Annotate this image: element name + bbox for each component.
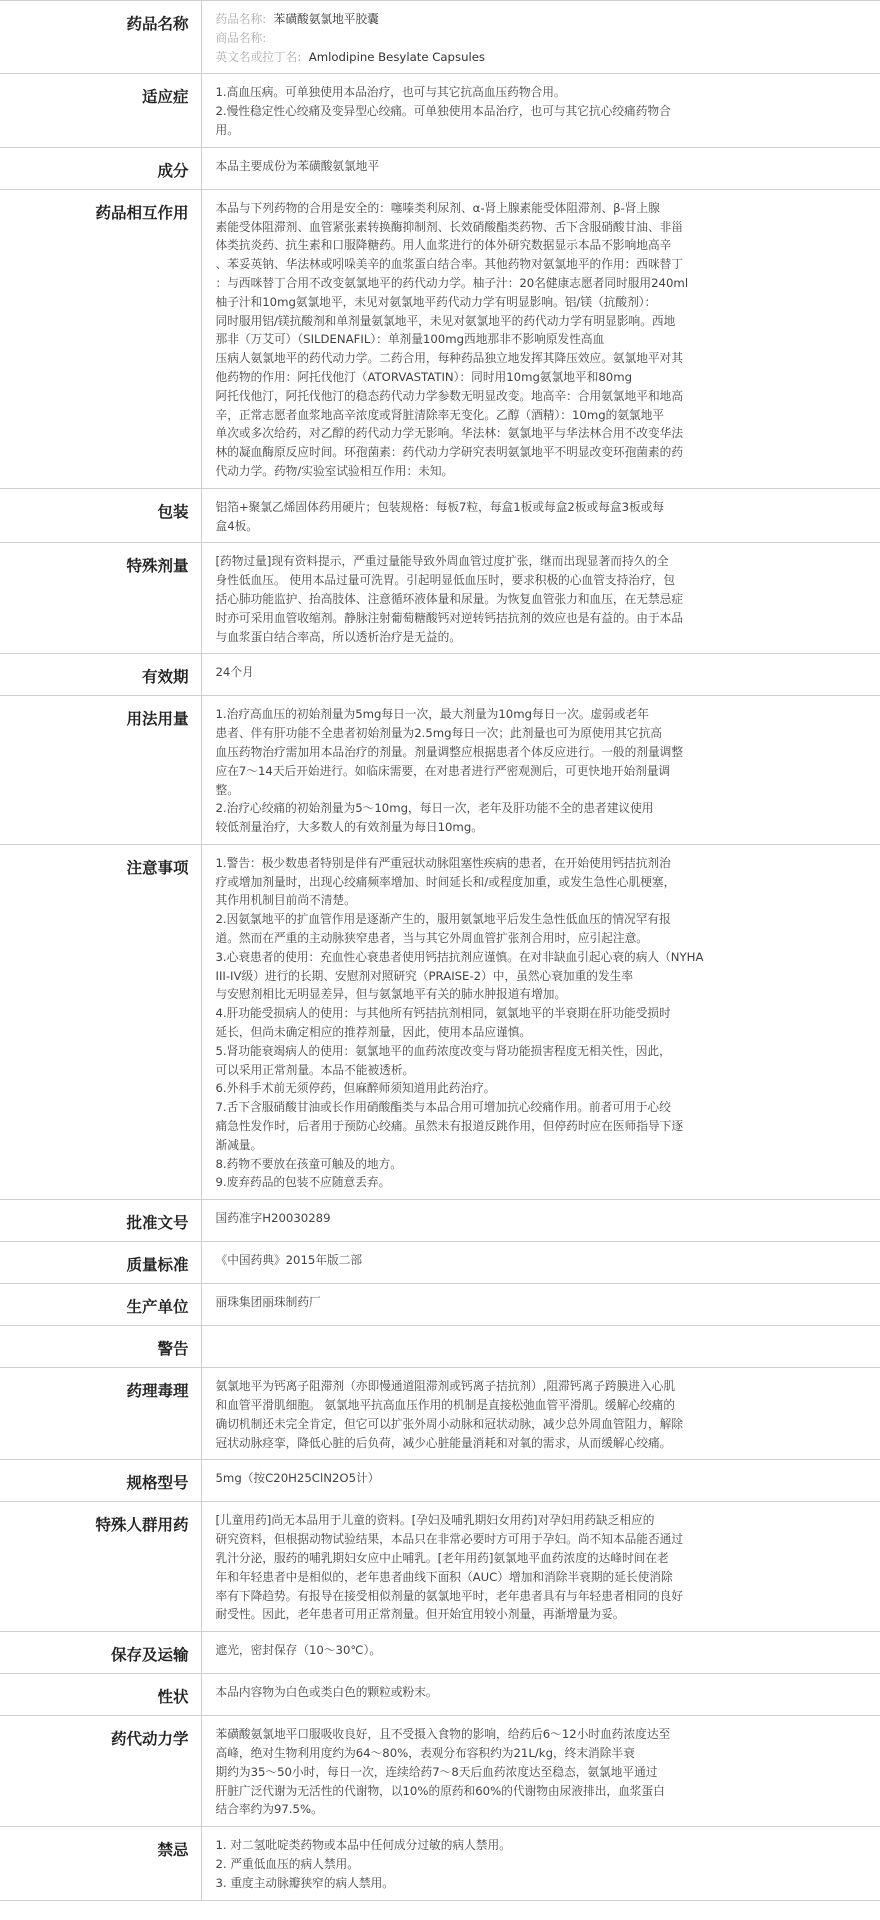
standard-line: 《中国药典》2015年版二部 [215, 1253, 363, 1268]
pharmacokinetics-value [201, 1716, 880, 1827]
overdose-line: 括心肺功能监护、抬高肢体、注意循环液体量和尿量。为恢复血管张力和血压，在无禁忌症 [215, 591, 684, 606]
pharmacology-label: 药理毒理 [0, 1368, 201, 1460]
name-field-line [216, 48, 873, 67]
precautions-line: 3.心衰患者的使用：充血性心衰患者使用钙拮抗剂应谨慎。在对非缺血引起心衰的病人（NYHA [215, 949, 704, 964]
row-warning [0, 1326, 880, 1368]
pharmacokinetics-line: 肝脏广泛代谢为无活性的代谢物，以10%的原药和60%的代谢物由尿液排出，血浆蛋白 [215, 1783, 665, 1798]
pharmacology-value [201, 1368, 880, 1460]
indications-line: 用。 [215, 122, 239, 137]
name-label: 药品名称 [0, 1, 201, 74]
interactions-line: 本品与下列药物的合用是安全的：噻嗪类利尿剂、α-肾上腺素能受体阻滞剂、β-肾上腺 [215, 200, 660, 215]
special_population-line: 乳汁分泌，服药的哺乳期妇女应中止哺乳。[老年用药]氨氯地平血药浓度的达峰时间在老 [215, 1551, 669, 1566]
contraindications-line: 1. 对二氢吡啶类药物或本品中任何成分过敏的病人禁用。 [215, 1838, 511, 1853]
contraindications-value [201, 1827, 880, 1900]
row-standard [0, 1242, 880, 1284]
precautions-line: 道。然而在严重的主动脉狭窄患者，当与其它外周血管扩张剂合用时，应引起注意。 [215, 931, 648, 946]
approval-line: 国药准字H20030289 [215, 1211, 331, 1226]
interactions-line: 压病人氨氯地平的药代动力学。二药合用，每种药品独立地发挥其降压效应。氨氯地平对其 [215, 351, 684, 366]
contraindications-label: 禁忌 [0, 1827, 201, 1900]
standard-value [201, 1242, 880, 1284]
indications-line: 1.高血压病。可单独使用本品治疗，也可与其它抗高血压药物合用。 [215, 85, 566, 100]
dosage-line: 血压药物治疗需加用本品治疗的剂量。剂量调整应根据患者个体反应进行。一般的剂量调整 [215, 744, 684, 759]
row-contraindications [0, 1827, 880, 1900]
indications-line: 2.慢性稳定性心绞痛及变异型心绞痛。可单独使用本品治疗，也可与其它抗心绞痛药物合 [215, 104, 671, 119]
overdose-line: 身性低血压。 使用本品过量可洗胃。引起明显低血压时，要求积极的心血管支持治疗，包 [215, 573, 676, 588]
name-value [201, 1, 880, 74]
interactions-label: 药品相互作用 [0, 189, 201, 488]
pharmacokinetics-line: 高峰，绝对生物利用度约为64～80%，表观分布容积约为21L/kg，终末消除半衰 [215, 1746, 635, 1760]
field-hint: 商品名称: [215, 30, 267, 45]
interactions-line: 代动力学。药物/实验室试验相互作用：未知。 [215, 463, 454, 478]
package-line: 铝箔+聚氯乙烯固体药用硬片；包装规格：每板7粒，每盒1板或每盒2板或每盒3板或每 [215, 499, 665, 514]
dosage-value [201, 696, 880, 845]
row-manufacturer [0, 1284, 880, 1326]
precautions-line: 疗或增加剂量时，出现心绞痛频率增加、时间延长和/或程度加重，或发生急性心肌梗塞， [215, 874, 676, 889]
pharmacology-line: 氨氯地平为钙离子阻滞剂（亦即慢通道阻滞剂或钙离子拮抗剂）,阻滞钙离子跨膜进入心肌 [215, 1379, 676, 1394]
dosage-line: 2.治疗心绞痛的初始剂量为5～10mg，每日一次，老年及肝功能不全的患者建议使用 [215, 801, 654, 816]
manufacturer-label: 生产单位 [0, 1284, 201, 1326]
pharmacology-line: 冠状动脉痉挛，降低心脏的后负荷，减少心脏能量消耗和对氧的需求，从而缓解心绞痛。 [215, 1435, 672, 1450]
composition-value [201, 147, 880, 189]
row-dosage [0, 696, 880, 845]
precautions-line: 1.警告：极少数患者特别是伴有严重冠状动脉阻塞性疾病的患者，在开始使用钙拮抗剂治 [215, 855, 671, 870]
row-special_population [0, 1502, 880, 1632]
indications-value [201, 74, 880, 147]
overdose-value [201, 543, 880, 654]
overdose-line: 时亦可采用血管收缩剂。静脉注射葡萄糖酸钙对逆转钙拮抗剂的效应也是有益的。由于本品 [215, 610, 684, 625]
name-field-line [216, 29, 873, 48]
precautions-line: 8.药物不要放在孩童可触及的地方。 [215, 1156, 402, 1171]
interactions-value [201, 189, 880, 488]
interactions-line: 他药物的作用：阿托伐他汀（ATORVASTATIN）：同时用10mg氨氯地平和80mg [215, 369, 633, 384]
field-value: Amlodipine Besylate Capsules [308, 49, 486, 64]
field-hint: 药品名称: [215, 12, 267, 26]
appearance-label: 性状 [0, 1674, 201, 1716]
interactions-line: 体类抗炎药、抗生素和口服降糖药。用人血浆进行的体外研究数据显示本品不影响地高辛 [215, 238, 672, 253]
precautions-line: 5.肾功能衰竭病人的使用：氨氯地平的血药浓度改变与肾功能损害程度无相关性，因此， [215, 1043, 671, 1058]
precautions-line: 其作用机制目前尚不清楚。 [215, 893, 356, 908]
row-validity [0, 654, 880, 696]
package-line: 盒4板。 [215, 518, 258, 533]
special_population-label: 特殊人群用药 [0, 1502, 201, 1632]
dosage-label: 用法用量 [0, 696, 201, 845]
pharmacology-line: 确切机制还未完全肯定，但它可以扩张外周小动脉和冠状动脉，减少总外周血管阻力，解除 [215, 1416, 684, 1431]
precautions-line: III-IV级）进行的长期、安慰剂对照研究（PRAISE-2）中，虽然心衰加重的发生率 [215, 968, 634, 983]
appearance-line: 本品内容物为白色或类白色的颗粒或粉末。 [215, 1685, 438, 1700]
interactions-line: 林的凝血酶原反应时间。环孢菌素：药代动力学研究表明氨氯地平不明显改变环孢菌素的药 [215, 445, 684, 460]
package-label: 包装 [0, 488, 201, 543]
interactions-line: 那非（万艾可）（SILDENAFIL）：单剂量100mg西地那非不影响原发性高血 [215, 332, 605, 347]
dosage-line: 较低剂量治疗，大多数人的有效剂量为每日10mg。 [215, 820, 483, 835]
pharmacokinetics-label: 药代动力学 [0, 1716, 201, 1827]
precautions-line: 痛急性发作时，后者用于预防心绞痛。虽然未有报道反跳作用，但停药时应在医师指导下逐 [215, 1119, 684, 1134]
specification-value [201, 1460, 880, 1502]
validity-label: 有效期 [0, 654, 201, 696]
interactions-line: 素能受体阻滞剂、血管紧张素转换酶抑制剂、长效硝酸酯类药物、舌下含服硝酸甘油、非甾 [215, 219, 684, 234]
special_population-line: 研究资料，但根据动物试验结果，本品只在非常必要时方可用于孕妇。尚不知本品能否通过 [215, 1532, 684, 1547]
manufacturer-value [201, 1284, 880, 1326]
row-appearance [0, 1674, 880, 1716]
precautions-line: 6.外科手术前无须停药，但麻醉师须知道用此药治疗。 [215, 1081, 496, 1096]
precautions-line: 延长，但尚未确定相应的推荐剂量，因此，使用本品应谨慎。 [215, 1025, 532, 1040]
special_population-value [201, 1502, 880, 1632]
pharmacokinetics-line: 结合率约为97.5%。 [215, 1802, 323, 1817]
dosage-line: 患者、伴有肝功能不全患者初始剂量为2.5mg每日一次；此剂量也可为原使用其它抗高 [215, 726, 662, 741]
row-name [0, 1, 880, 74]
interactions-line: 同时服用铝/镁抗酸剂和单剂量氨氯地平，未见对氨氯地平的药代动力学有明显影响。西地 [215, 313, 676, 328]
precautions-line: 渐减量。 [215, 1137, 263, 1152]
dosage-line: 应在7～14天后开始进行。如临床需要，在对患者进行严密观测后，可更快地开始剂量调 [215, 763, 671, 778]
interactions-line: 单次或多次给药，对乙醇的药代动力学无影响。华法林：氨氯地平与华法林合用不改变华法 [215, 426, 684, 441]
overdose-line: [药物过量]现有资料提示，严重过量能导致外周血管过度扩张，继而出现显著而持久的全 [215, 554, 669, 569]
validity-value [201, 654, 880, 696]
special_population-line: 年和年轻患者中是相似的，老年患者曲线下面积（AUC）增加和消除半衰期的延长使消除 [215, 1569, 673, 1584]
specification-label: 规格型号 [0, 1460, 201, 1502]
contraindications-line: 2. 严重低血压的病人禁用。 [215, 1856, 359, 1871]
precautions-value [201, 844, 880, 1199]
storage-value [201, 1632, 880, 1674]
standard-label: 质量标准 [0, 1242, 201, 1284]
warning-value [201, 1326, 880, 1368]
precautions-line: 可以采用正常剂量。本品不能被透析。 [215, 1062, 415, 1077]
package-value [201, 488, 880, 543]
pharmacology-line: 和血管平滑肌细胞。 氨氯地平抗高血压作用的机制是直接松弛血管平滑肌。缓解心绞痛的 [215, 1398, 676, 1413]
row-pharmacokinetics [0, 1716, 880, 1827]
pharmacokinetics-line: 期约为35～50小时，每日一次，连续给药7～8天后血药浓度达至稳态，氨氯地平通过 [215, 1764, 658, 1779]
row-indications [0, 74, 880, 147]
precautions-line: 7.舌下含服硝酸甘油或长作用硝酸酯类与本品合用可增加抗心绞痛作用。前者可用于心绞 [215, 1100, 671, 1115]
validity-line: 24个月 [215, 665, 254, 680]
composition-label: 成分 [0, 147, 201, 189]
overdose-line: 与血浆蛋白结合率高，所以透析治疗是无益的。 [215, 629, 461, 644]
row-specification [0, 1460, 880, 1502]
manufacturer-line: 丽珠集团丽珠制药厂 [215, 1295, 321, 1310]
name-field-line [216, 10, 873, 29]
approval-label: 批准文号 [0, 1200, 201, 1242]
storage-line: 遮光，密封保存（10～30℃）。 [215, 1643, 382, 1658]
pharmacokinetics-line: 苯磺酸氨氯地平口服吸收良好，且不受摄入食物的影响，给药后6～12小时血药浓度达至 [215, 1727, 671, 1742]
interactions-line: ：与西咪替丁合用不改变氨氯地平的药代动力学。柚子汁：20名健康志愿者同时服用240ml [215, 275, 689, 290]
contraindications-line: 3. 重度主动脉瓣狭窄的病人禁用。 [215, 1875, 394, 1890]
row-approval [0, 1200, 880, 1242]
precautions-line: 与安慰剂相比无明显差异，但与氨氯地平有关的肺水肿报道有增加。 [215, 987, 567, 1002]
precautions-line: 9.废弃药品的包装不应随意丢弃。 [215, 1175, 391, 1190]
row-storage [0, 1632, 880, 1674]
row-overdose [0, 543, 880, 654]
warning-label: 警告 [0, 1326, 201, 1368]
row-package [0, 488, 880, 543]
precautions-line: 2.因氨氯地平的扩血管作用是逐渐产生的，服用氨氯地平后发生急性低血压的情况罕有报 [215, 912, 671, 927]
precautions-label: 注意事项 [0, 844, 201, 1199]
interactions-line: 辛，正常志愿者血浆地高辛浓度或肾脏清除率无变化。乙醇（酒精）：10mg的氨氯地平 [215, 407, 665, 422]
appearance-value [201, 1674, 880, 1716]
specification-line: 5mg（按C20H25ClN2O5计） [215, 1471, 380, 1486]
row-interactions [0, 189, 880, 488]
dosage-line: 整。 [215, 782, 239, 797]
interactions-line: 柚子汁和10mg氨氯地平，未见对氨氯地平药代动力学有明显影响。铝/镁（抗酸剂）： [215, 294, 657, 309]
field-hint: 英文名或拉丁名: [215, 49, 302, 64]
row-precautions [0, 844, 880, 1199]
interactions-line: 阿托伐他汀，阿托伐他汀的稳态药代动力学参数无明显改变。地高辛：合用氨氯地平和地高 [215, 388, 684, 403]
indications-label: 适应症 [0, 74, 201, 147]
dosage-line: 1.治疗高血压的初始剂量为5mg每日一次，最大剂量为10mg每日一次。虚弱或老年 [215, 707, 649, 722]
field-value: 苯磺酸氨氯地平胶囊 [273, 12, 379, 26]
precautions-line: 4.肝功能受损病人的使用：与其他所有钙拮抗剂相同，氨氯地平的半衰期在肝功能受损时 [215, 1006, 671, 1021]
interactions-line: 、苯妥英钠、华法林或吲哚美辛的血浆蛋白结合率。其他药物对氨氯地平的作用：西咪替丁 [215, 257, 684, 272]
special_population-line: 率有下降趋势。有报导在接受相似剂量的氨氯地平时，老年患者具有与年轻患者相同的良好 [215, 1588, 684, 1603]
row-composition [0, 147, 880, 189]
overdose-label: 特殊剂量 [0, 543, 201, 654]
composition-line: 本品主要成份为苯磺酸氨氯地平 [215, 158, 380, 173]
special_population-line: [儿童用药]尚无本品用于儿童的资料。[孕妇及哺乳期妇女用药]对孕妇用药缺乏相应的 [215, 1513, 655, 1528]
row-pharmacology [0, 1368, 880, 1460]
storage-label: 保存及运输 [0, 1632, 201, 1674]
special_population-line: 耐受性。因此，老年患者可用正常剂量。但开始宜用较小剂量，再渐增量为妥。 [215, 1607, 625, 1622]
approval-value [201, 1200, 880, 1242]
